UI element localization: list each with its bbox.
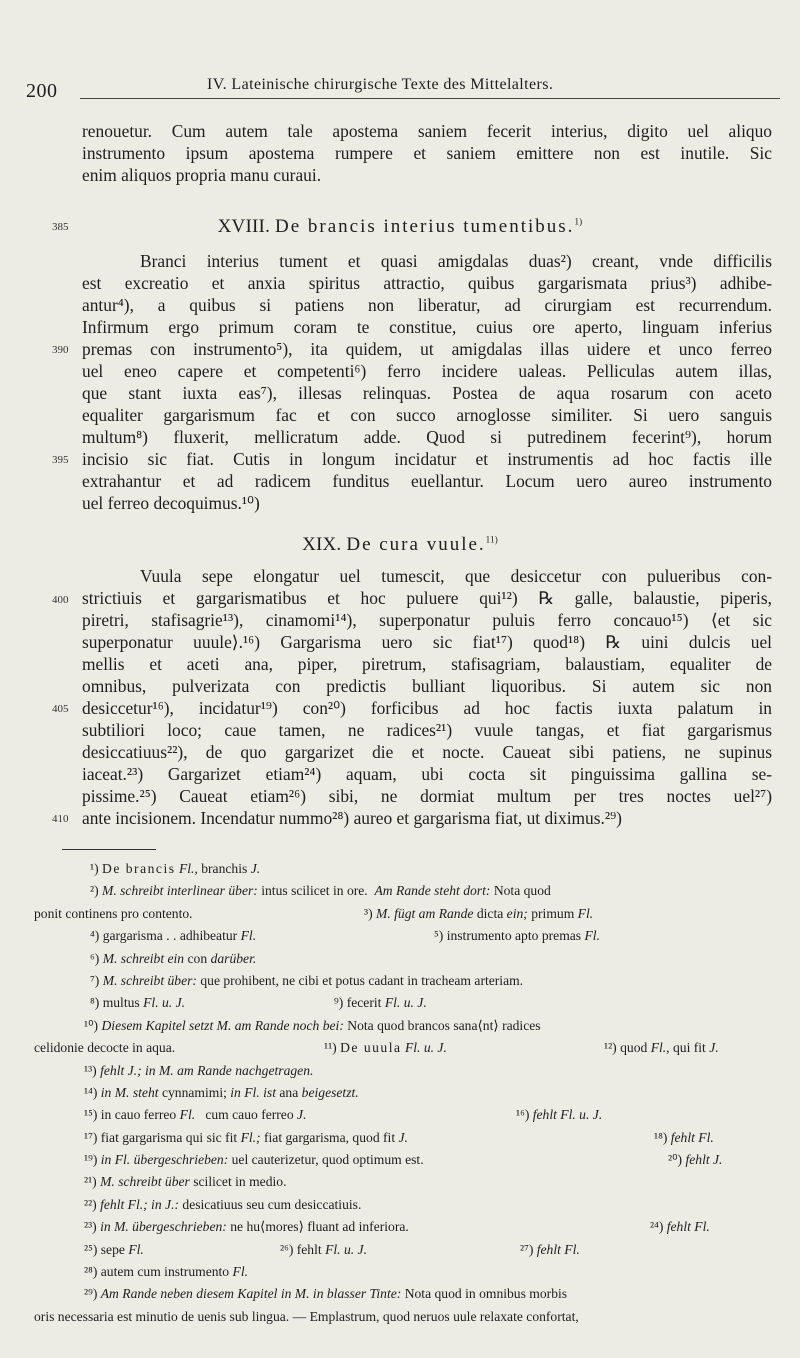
footnote: ⁶) M. schreibt ein con darüber. [90,950,257,966]
chapter-18-text [82,250,772,514]
footnote: ¹) De brancis Fl., branchis J. [90,861,261,876]
footnote: ¹⁷) fiat gargarisma qui sic fit Fl.; fiat gargarisma, quod fit J. ¹⁸) fehlt Fl. [84,1129,714,1145]
footnote: ¹⁹) in Fl. übergeschrieben: uel cauterizetur, quod optimum est. ²⁰) fehlt J. [84,1152,723,1168]
footnote: ¹³) fehlt J.; in M. am Rande nachgetragen. [84,1062,314,1078]
text-line: pissime.²⁵) Caueat etiam²⁶) sibi, ne dormiat multum per tres noctes uel²⁷) [82,786,772,806]
text-line: incisio sic fiat. Cutis in longum incidatur et instrumentis ad hoc factis ille [82,449,772,469]
text-line: equaliter gargarismum fac et con succo arnoglosse similiter. Si uero sanguis [82,405,772,425]
text-line: Branci interius tument et quasi amigdalas duas²) creant, vnde difficilis [140,251,772,271]
text-line: instrumento ipsum apostema rumpere et saniem emittere non est inutile. Sic [82,143,772,163]
header-rule [80,98,780,99]
footnote: ²³) in M. übergeschrieben: ne hu⟨mores⟩ fluant ad inferiora. ²⁴) fehlt Fl. [84,1219,710,1235]
text-line: superponatur uuule⟩.¹⁶) Gargarisma uero sic fiat¹⁷) quod¹⁸) ℞ uini dulcis uel [82,632,772,652]
chapter-title: De cura vuule. [346,534,486,555]
page-header [22,72,778,100]
footnote: ¹⁰) Diesem Kapitel setzt M. am Rande noch bei: Nota quod brancos sana⟨nt⟩ radices [84,1017,541,1033]
text-line: renouetur. Cum autem tale apostema saniem fecerit interius, digito uel aliquo [82,121,772,141]
chapter-19-heading [0,534,800,556]
footnote: ²⁵) sepe Fl. ²⁶) fehlt Fl. u. J. ²⁷) fehlt Fl. [84,1241,580,1257]
footnote: ²⁹) Am Rande neben diesem Kapitel in M. in blasser Tinte: Nota quod in omnibus morbis [84,1286,568,1302]
line-number: 400 [52,594,69,606]
line-number: 410 [52,813,69,825]
footnote: ⁸) multus Fl. u. J. ⁹) fecerit Fl. u. J. [90,995,427,1011]
text-line: est excreatio et anxia spiritus attractio, quibus gargarismata prius³) adhibe- [82,273,772,293]
chapter-18-heading [0,216,800,238]
footnote: ponit continens pro contento. ³) M. fügt am Rande dicta ein; primum Fl. [34,905,594,921]
line-number: 390 [52,344,69,356]
chapter-number: XIX. [302,534,342,555]
intro-paragraph [82,120,772,186]
text-line: omnibus, pulverizata con predictis bulliant liquoribus. Si autem sic non [82,676,772,696]
footnotes [34,858,780,1328]
text-line: subtiliori loco; caue tamen, ne radices²¹) vuule tangas, et fiat gargarismus [82,720,772,740]
text-line: desiccetur¹⁶), incidatur¹⁹) con²⁰) forficibus ad hoc factis iuxta palatum in [82,698,772,718]
text-line: strictiuis et gargarismatibus et hoc puluere qui¹²) ℞ galle, balaustie, piperis, [82,588,772,608]
text-line: uel ferreo decoquimus.¹⁰) [82,493,260,513]
text-line: enim aliquos propria manu curaui. [82,165,322,185]
text-line: desiccatiuus²²), de quo gargarizet die et nocte. Caueat sibi patiens, ne supinus [82,742,772,762]
text-line: Vuula sepe elongatur uel tumescit, que desiccetur con pulueribus con- [140,566,772,586]
text-line: piretri, stafisagrie¹³), cinamomi¹⁴), superponatur puluis ferro concauo¹⁵) ⟨et sic [82,610,772,630]
footnote: ¹⁵) in cauo ferreo Fl. cum cauo ferreo J. ¹⁶) fehlt Fl. u. J. [84,1107,603,1123]
footnote: celidonie decocte in aqua. ¹¹) De uuula Fl. u. J. ¹²) quod Fl., qui fit J. [34,1040,719,1056]
text-line: iaceat.²³) Gargarizet etiam²⁴) aquam, ubi cocta sit pinguissima gallina se- [82,764,772,784]
text-line: uel eneo capere et competenti⁶) ferro incidere ualeas. Pelliculas autem illas, [82,361,772,381]
text-line: ante incisionem. Incendatur nummo²⁸) aureo et gargarisma fiat, ut diximus.²⁹) [82,808,622,828]
text-line: Infirmum ergo primum coram te constitue, cuius ore aperto, linguam inferius [82,317,772,337]
footnote-rule [62,849,156,850]
line-number: 405 [52,703,69,715]
footnote: ²²) fehlt Fl.; in J.: desicatiuus seu cum desiccatiuis. [84,1196,362,1212]
text-line: antur⁴), a quibus si patiens non liberatur, ad cirurgiam est recurrendum. [82,295,772,315]
text-line: mellis et aceti ana, piper, piretrum, stafisagriam, balaustiam, equaliter de [82,654,772,674]
text-line: extrahantur et ad radicem funditus euellantur. Locum uero aureo instrumento [82,471,772,491]
chapter-19-text [82,565,772,829]
footnote: ²) M. schreibt interlinear über: intus scilicet in ore. Am Rande steht dort: Nota quod [90,883,551,899]
footnote: ⁷) M. schreibt über: que prohibent, ne cibi et potus cadant in tracheam arteriam. [90,972,524,988]
footnote: ²¹) M. schreibt über scilicet in medio. [84,1174,287,1190]
chapter-number: XVIII. [217,216,271,237]
line-number: 395 [52,454,69,466]
running-title: IV. Lateinische chirurgische Texte des Mittelalters. [207,76,554,93]
line-number: 385 [52,221,69,233]
page-number: 200 [26,80,58,102]
text-line: que stant iuxta eas⁷), illesas relinquas. Postea de aqua rosarum con aceto [82,383,772,403]
text-line: premas con instrumento⁵), ita quidem, ut amigdalas illas uidere et unco ferreo [82,339,772,359]
footnote: ⁴) gargarisma . . adhibeatur Fl. ⁵) instrumento apto premas Fl. [90,928,600,944]
text-line: multum⁸) fluxerit, mellicratum adde. Quod si putredinem fecerint⁹), horum [82,427,772,447]
chapter-title: De brancis interius tumentibus. [274,216,575,237]
chapter-note: 1) [574,216,583,227]
footnote: ²⁸) autem cum instrumento Fl. [84,1264,248,1280]
chapter-note: 11) [485,534,498,545]
footnote: oris necessaria est minutio de uenis sub lingua. — Emplastrum, quod neruos uule relaxate confortat, [34,1308,579,1324]
footnote: ¹⁴) in M. steht cynnamimi; in Fl. ist ana beigesetzt. [84,1084,359,1100]
